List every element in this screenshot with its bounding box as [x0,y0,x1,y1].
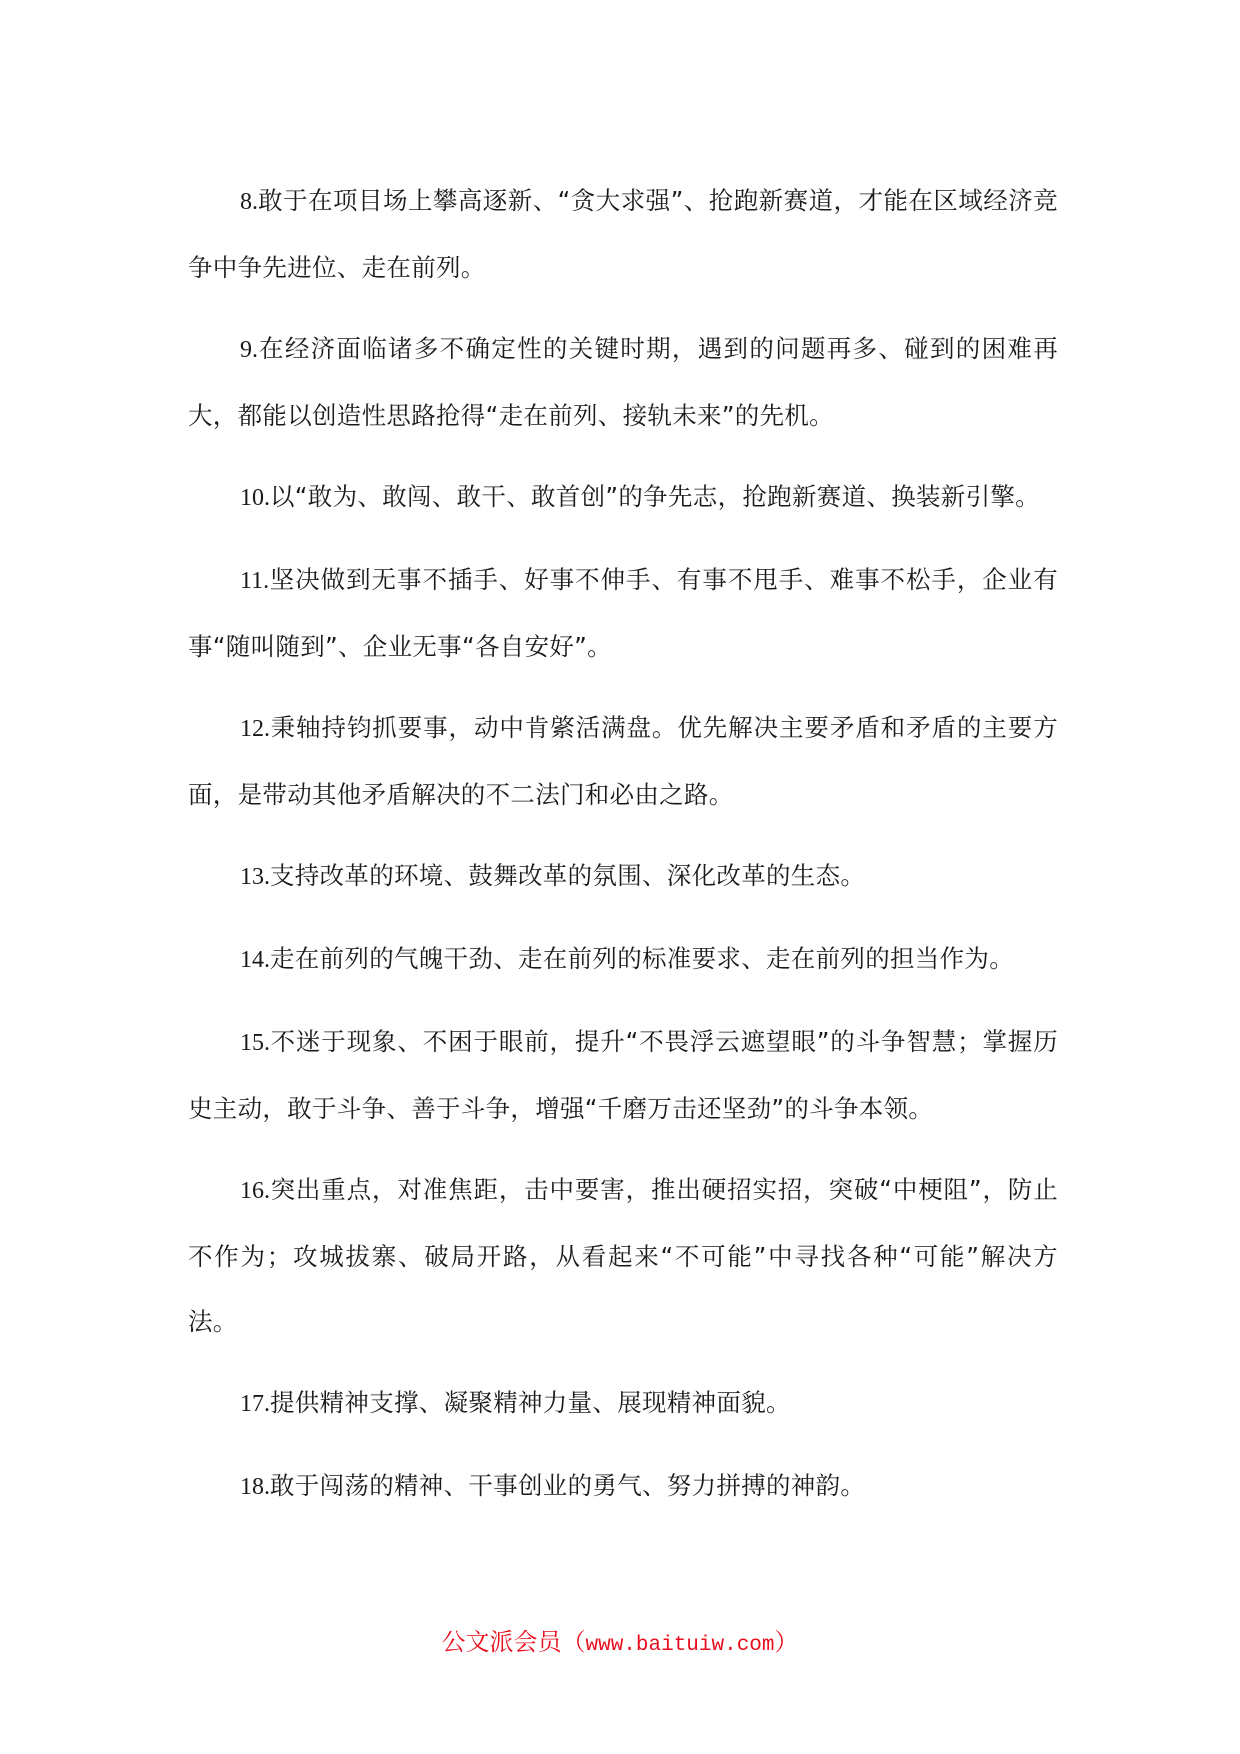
paragraph-16 [188,1157,1058,1354]
paragraph-number: 14. [240,947,270,973]
paragraph-number: 16. [240,1178,270,1204]
paragraph-text: 支持改革的环境、鼓舞改革的氛围、深化改革的生态。 [270,861,866,890]
paragraph-number: 15. [240,1030,270,1056]
paragraph-15 [188,1009,1058,1141]
paragraph-9 [188,316,1058,448]
paragraph-text: 敢于在项目场上攀高逐新、“贪大求强”、抢跑新赛道，才能在区域经济竞争中争先进位、走在前列。 [188,186,1058,282]
footer-watermark [0,1624,1240,1664]
paragraph-number: 9. [240,337,258,363]
paragraph-8 [188,168,1058,300]
paragraph-text: 秉轴持钧抓要事，动中肯綮活满盘。优先解决主要矛盾和矛盾的主要方面，是带动其他矛盾解决的不二法门和必由之路。 [188,713,1058,809]
paragraph-11 [188,547,1058,679]
paragraph-12 [188,695,1058,827]
paragraph-number: 18. [240,1474,270,1500]
paragraph-text: 在经济面临诸多不确定性的关键时期，遇到的问题再多、碰到的困难再大，都能以创造性思路抢得“走在前列、接轨未来”的先机。 [188,334,1058,430]
paragraph-18 [188,1453,1058,1520]
paragraph-number: 13. [240,864,270,890]
paragraph-number: 10. [240,485,270,511]
paragraph-number: 12. [240,716,270,742]
paragraph-number: 17. [240,1391,270,1417]
paragraph-number: 11. [240,568,270,594]
paragraph-13 [188,843,1058,910]
paragraph-text: 坚决做到无事不插手、好事不伸手、有事不甩手、难事不松手，企业有事“随叫随到”、企业无事“各自安好”。 [188,565,1058,661]
paragraph-10 [188,464,1058,531]
paragraph-text: 以“敢为、敢闯、敢干、敢首创”的争先志，抢跑新赛道、换装新引擎。 [270,482,1040,511]
paragraph-17 [188,1370,1058,1437]
paragraph-text: 提供精神支撑、凝聚精神力量、展现精神面貌。 [270,1388,791,1417]
document-body [188,168,1058,1536]
paragraph-text: 突出重点，对准焦距，击中要害，推出硬招实招，突破“中梗阻”，防止不作为；攻城拔寨、破局开路，从看起来“不可能”中寻找各种“可能”解决方法。 [188,1175,1058,1336]
paragraph-text: 走在前列的气魄干劲、走在前列的标准要求、走在前列的担当作为。 [270,944,1014,973]
paragraph-text: 不迷于现象、不困于眼前，提升“不畏浮云遮望眼”的斗争智慧；掌握历史主动，敢于斗争、善于斗争，增强“千磨万击还坚劲”的斗争本领。 [188,1027,1058,1123]
paragraph-14 [188,926,1058,993]
footer-url[interactable]: www.baituiw.com [585,1634,775,1657]
paragraph-text: 敢于闯荡的精神、干事创业的勇气、努力拼搏的神韵。 [270,1471,866,1500]
footer-suffix: ） [774,1628,799,1656]
footer-prefix: 公文派会员（ [441,1628,586,1656]
paragraph-number: 8. [240,189,258,215]
